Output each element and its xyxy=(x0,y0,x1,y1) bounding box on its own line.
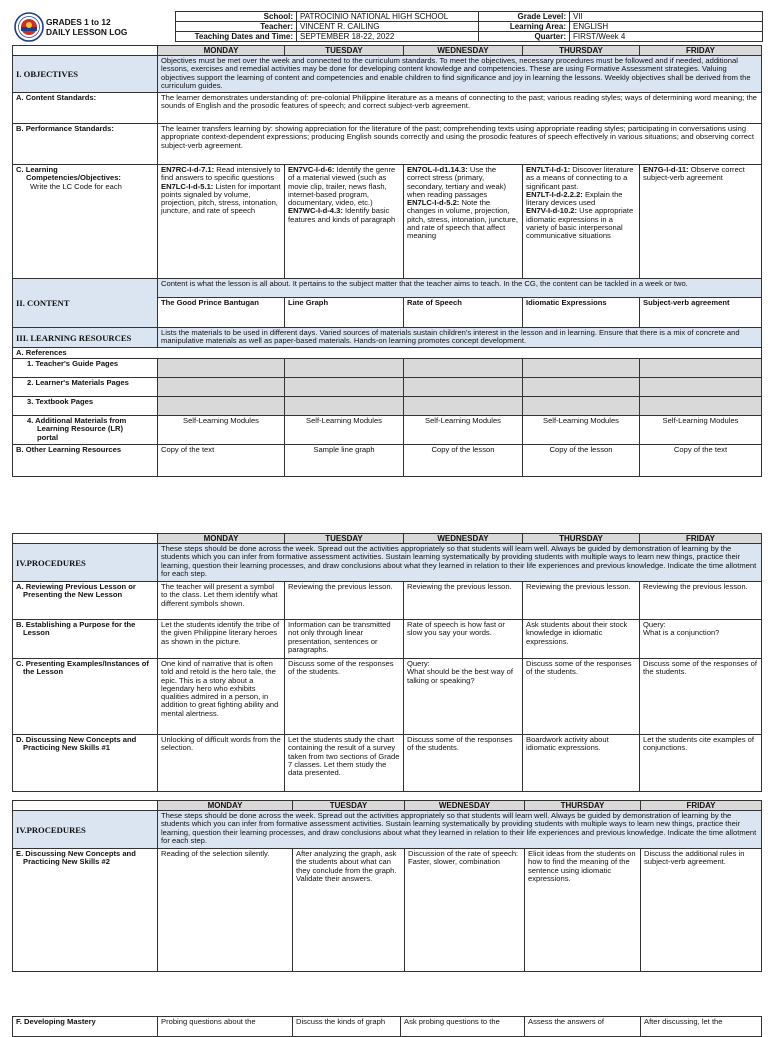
procedures-note: These steps should be done across the week. Spread out the activities appropriately so that students will learn well. Always be guided by demonstration of learning by the students which you can infer from formative assessment activities. Sustain learning systematically by providing students with multiple ways to learn new things, practice their learning, question their learning processes, and draw conclusions about what they learned in relation to their life experiences and previous knowledge. Indicate the time allotment for each step. xyxy=(158,544,762,582)
area-value: ENGLISH xyxy=(570,22,763,32)
tb-cell-monday xyxy=(158,397,285,416)
procedure-b-thursday: Ask students about their stock knowledge in idiomatic expressions. xyxy=(523,620,640,659)
procedures-table-2 xyxy=(12,800,762,972)
procedures-title: IV.PROCEDURES xyxy=(13,544,158,582)
day-header-monday: MONDAY xyxy=(158,534,285,544)
lc-text: Use the correct stress (primary, secondary, tertiary and weak) when reading passages xyxy=(407,165,507,199)
lc-code: EN7LC-I-d-5.2: xyxy=(407,198,460,208)
lm-cell-tuesday xyxy=(285,378,404,397)
competencies-tuesday xyxy=(285,165,404,279)
procedure-f-thursday: Assess the answers of xyxy=(525,1017,641,1037)
additional-materials-line1: 4. Additional Materials from xyxy=(27,416,127,425)
day-header-thursday: THURSDAY xyxy=(523,534,640,544)
quarter-value: FIRST/Week 4 xyxy=(570,32,763,42)
day-header-tuesday: TUESDAY xyxy=(285,46,404,56)
day-header-friday: FRIDAY xyxy=(641,801,762,811)
procedures-note: These steps should be done across the week. Spread out the activities appropriately so that students will learn well. Always be guided by demonstration of learning by the students which you can infer from formative assessment activities. Sustain learning systematically by providing students with multiple ways to learn new things, practice their learning, question their learning processes, and draw conclusions about what they learned in relation to their life experiences and previous knowledge. Indicate the time allotment for each step. xyxy=(158,811,762,849)
lc-code: EN7VC-I-d-6: xyxy=(288,165,335,174)
procedure-d-thursday: Boardwork activity about idiomatic expressions. xyxy=(523,735,640,792)
lc-code: EN7V-I-d-10.2: xyxy=(526,206,578,216)
tg-cell-monday xyxy=(158,359,285,378)
lc-text: Listen for important points signaled by volume, projection, pitch, stress, intonation, juncture, and rate of speech xyxy=(161,181,281,216)
learners-materials-label: 2. Learner's Materials Pages xyxy=(13,378,158,397)
tb-cell-friday xyxy=(640,397,762,416)
procedure-a-wednesday: Reviewing the previous lesson. xyxy=(404,582,523,620)
procedure-d-wednesday: Discuss some of the responses of the students. xyxy=(404,735,523,792)
competencies-thursday xyxy=(523,165,640,279)
competencies-label-line2: Write the LC Code for each xyxy=(30,181,122,191)
deped-seal-logo xyxy=(14,12,44,42)
grade-value: VII xyxy=(570,12,763,22)
competencies-monday xyxy=(158,165,285,279)
procedure-c-wednesday: Query: What should be the best way of talking or speaking? xyxy=(404,659,523,735)
tg-cell-thursday xyxy=(523,359,640,378)
objectives-title: I. OBJECTIVES xyxy=(13,56,158,93)
other-resources-wednesday: Copy of the lesson xyxy=(404,445,523,477)
procedure-d-tuesday: Let the students study the chart containing the result of a survey taken from two sections of Grade 7 classes. Let them study the data presented. xyxy=(285,735,404,792)
lc-text: Identify the genre of a material viewed (such as movie clip, trailer, news flash, internet-based program, documentary, video, etc.) xyxy=(288,165,396,208)
tg-cell-friday xyxy=(640,359,762,378)
procedure-f-tuesday: Discuss the kinds of graph xyxy=(293,1017,401,1037)
lc-text: Note the changes in volume, projection, pitch, stress, intonation, juncture, and rate of speech that affect meaning xyxy=(407,198,519,241)
tb-cell-tuesday xyxy=(285,397,404,416)
lc-text: Use appropriate idiomatic expressions in a variety of basic interpersonal communicative situations xyxy=(526,206,634,241)
lc-text: Read intensively to find answers to specific questions xyxy=(161,165,281,183)
procedure-f-friday: After discussing, let the xyxy=(641,1017,762,1037)
quarter-label: Quarter: xyxy=(479,32,570,42)
procedure-e-friday: Discuss the additional rules in subject-verb agreement. xyxy=(641,849,762,972)
additional-materials-line2: Learning Resource (LR) xyxy=(37,424,124,434)
procedure-c-monday: One kind of narrative that is often told and retold is the hero tale, the epic. This is a story about a legendary hero who exhibits qualities admired in a person, in addition to great fighting ability and mental alertness. xyxy=(158,659,285,735)
lc-code: EN7WC-I-d-4.3: xyxy=(288,206,343,216)
other-resources-monday: Copy of the text xyxy=(158,445,285,477)
procedure-d-label: D. Discussing New Concepts and Practicing New Skills #1 xyxy=(13,735,158,792)
form-title-line2: DAILY LESSON LOG xyxy=(46,27,128,37)
procedure-e-tuesday: After analyzing the graph, ask the students about what can they conclude from the graph. Validate their answers. xyxy=(293,849,405,972)
other-resources-thursday: Copy of the lesson xyxy=(523,445,640,477)
content-topic-monday: The Good Prince Bantugan xyxy=(158,298,285,328)
school-value: PATROCINIO NATIONAL HIGH SCHOOL xyxy=(297,12,479,22)
procedure-c-friday: Discuss some of the responses of the students. xyxy=(640,659,762,735)
procedures-table-3 xyxy=(12,1016,762,1037)
competencies-label-line1: C. Learning Competencies/Objectives: xyxy=(16,165,121,183)
day-header-friday: FRIDAY xyxy=(640,534,762,544)
procedures-table-1 xyxy=(12,533,762,792)
content-note: Content is what the lesson is all about. It pertains to the subject matter that the teacher aims to teach. In the CG, the content can be tackled in a week or two. xyxy=(158,279,762,298)
day-header-tuesday: TUESDAY xyxy=(285,534,404,544)
dates-value: SEPTEMBER 18-22, 2022 xyxy=(297,32,479,42)
procedure-c-thursday: Discuss some of the responses of the students. xyxy=(523,659,640,735)
lc-code: EN7G-I-d-11: xyxy=(643,165,689,174)
lm-cell-monday xyxy=(158,378,285,397)
procedure-e-monday: Reading of the selection silently. xyxy=(158,849,293,972)
content-title: II. CONTENT xyxy=(13,279,158,328)
additional-materials-tuesday: Self-Learning Modules xyxy=(285,416,404,445)
area-label: Learning Area: xyxy=(479,22,570,32)
performance-standards-label: B. Performance Standards: xyxy=(13,124,158,165)
procedure-d-friday: Let the students cite examples of conjunctions. xyxy=(640,735,762,792)
procedure-f-monday: Probing questions about the xyxy=(158,1017,293,1037)
teachers-guide-label: 1. Teacher's Guide Pages xyxy=(13,359,158,378)
procedure-b-label: B. Establishing a Purpose for the Lesson xyxy=(13,620,158,659)
day-header-wednesday: WEDNESDAY xyxy=(404,534,523,544)
procedure-f-label: F. Developing Mastery xyxy=(13,1017,158,1037)
header-info-table xyxy=(175,11,763,42)
form-title-line1: GRADES 1 to 12 xyxy=(46,17,111,27)
procedure-c-label: C. Presenting Examples/Instances of the Lesson xyxy=(13,659,158,735)
additional-materials-friday: Self-Learning Modules xyxy=(640,416,762,445)
additional-materials-line3: portal xyxy=(37,432,59,442)
content-topic-tuesday: Line Graph xyxy=(285,298,404,328)
resources-note: Lists the materials to be used in different days. Varied sources of materials sustain children's interest in the lesson and in learning. Ensure that there is a mix of concrete and manipulative materials as well as paper-based materials. Hands-on learning promotes concept development. xyxy=(158,328,762,348)
procedure-b-monday: Let the students identify the tribe of the given Philippine literary heroes as shown in the picture. xyxy=(158,620,285,659)
day-header-blank xyxy=(13,534,158,544)
references-label: A. References xyxy=(13,348,762,359)
procedure-a-monday: The teacher will present a symbol to the class. Let them identify what different symbols shown. xyxy=(158,582,285,620)
procedure-a-tuesday: Reviewing the previous lesson. xyxy=(285,582,404,620)
competencies-friday xyxy=(640,165,762,279)
procedures-title: IV.PROCEDURES xyxy=(13,811,158,849)
content-standards-text: The learner demonstrates understanding of: pre-colonial Philippine literature as a means of connecting to the past; various reading styles; ways of determining word meaning; the sounds of English and the prosodic features of speech; and correct subject-verb agreement. xyxy=(158,93,762,124)
lc-code: EN7LT-I-d-1: xyxy=(526,165,571,174)
resources-title: III. LEARNING RESOURCES xyxy=(13,328,158,348)
day-header-wednesday: WEDNESDAY xyxy=(404,46,523,56)
lc-text: Identify basic features and kinds of paragraph xyxy=(288,206,396,224)
day-header-wednesday: WEDNESDAY xyxy=(405,801,525,811)
lc-code: EN7RC-I-d-7.1: xyxy=(161,165,215,174)
day-header-blank xyxy=(13,801,158,811)
other-resources-tuesday: Sample line graph xyxy=(285,445,404,477)
lc-code: EN7LT-I-d-2.2.2: xyxy=(526,189,583,199)
grade-label: Grade Level: xyxy=(479,12,570,22)
procedure-e-thursday: Elicit ideas from the students on how to find the meaning of the sentence using idiomatic expressions. xyxy=(525,849,641,972)
competencies-wednesday xyxy=(404,165,523,279)
day-header-blank xyxy=(13,46,158,56)
tg-cell-wednesday xyxy=(404,359,523,378)
content-topic-friday: Subject-verb agreement xyxy=(640,298,762,328)
lm-cell-friday xyxy=(640,378,762,397)
additional-materials-thursday: Self-Learning Modules xyxy=(523,416,640,445)
procedure-d-monday: Unlocking of difficult words from the selection. xyxy=(158,735,285,792)
lc-text: Explain the literary devices used xyxy=(526,189,623,208)
procedure-b-wednesday: Rate of speech is how fast or slow you say your words. xyxy=(404,620,523,659)
procedure-b-friday: Query: What is a conjunction? xyxy=(640,620,762,659)
tb-cell-thursday xyxy=(523,397,640,416)
day-header-friday: FRIDAY xyxy=(640,46,762,56)
day-header-tuesday: TUESDAY xyxy=(293,801,405,811)
content-topic-wednesday: Rate of Speech xyxy=(404,298,523,328)
textbook-pages-label: 3. Textbook Pages xyxy=(13,397,158,416)
procedure-a-thursday: Reviewing the previous lesson. xyxy=(523,582,640,620)
objectives-note: Objectives must be met over the week and connected to the curriculum standards. To meet the objectives, necessary procedures must be followed and if needed, additional lessons, exercises and remedial activities may be done for developing content knowledge and competencies. These are using Formative Assessment strategies. Valuing objectives support the learning of content and competencies and enable children to find significance and joy in learning the lessons. Weekly objectives shall be derived from the curriculum guides. xyxy=(158,56,762,93)
lc-code: EN7OL-I-d1.14.3: xyxy=(407,165,468,174)
lc-code: EN7LC-I-d-5.1: xyxy=(161,181,214,191)
procedure-e-label: E. Discussing New Concepts and Practicing New Skills #2 xyxy=(13,849,158,972)
day-header-thursday: THURSDAY xyxy=(523,46,640,56)
additional-materials-wednesday: Self-Learning Modules xyxy=(404,416,523,445)
lc-text: Observe correct subject-verb agreement xyxy=(643,165,745,183)
lc-text: Discover literature as a means of connecting to a significant past. xyxy=(526,165,634,191)
other-resources-label: B. Other Learning Resources xyxy=(13,445,158,477)
teacher-label: Teacher: xyxy=(176,22,297,32)
additional-materials-label xyxy=(13,416,158,445)
procedure-a-label: A. Reviewing Previous Lesson or Presenting the New Lesson xyxy=(13,582,158,620)
lm-cell-thursday xyxy=(523,378,640,397)
procedure-c-tuesday: Discuss some of the responses of the students. xyxy=(285,659,404,735)
tg-cell-tuesday xyxy=(285,359,404,378)
procedure-a-friday: Reviewing the previous lesson. xyxy=(640,582,762,620)
performance-standards-text: The learner transfers learning by: showing appreciation for the literature of the past; comprehending texts using appropriate reading styles; participating in conversations using appropriate context-dependent expressions; producing English sounds correctly and using the prosodic features of speech effectively in various situations; and observing correct subject-verb agreement. xyxy=(158,124,762,165)
day-header-monday: MONDAY xyxy=(158,801,293,811)
form-title xyxy=(46,17,127,37)
competencies-label xyxy=(13,165,158,279)
content-standards-label: A. Content Standards: xyxy=(13,93,158,124)
day-header-thursday: THURSDAY xyxy=(525,801,641,811)
tb-cell-wednesday xyxy=(404,397,523,416)
lm-cell-wednesday xyxy=(404,378,523,397)
lesson-log-table-1 xyxy=(12,45,762,477)
additional-materials-monday: Self-Learning Modules xyxy=(158,416,285,445)
procedure-b-tuesday: Information can be transmitted not only through linear presentation, sentences or paragraphs. xyxy=(285,620,404,659)
dates-label: Teaching Dates and Time: xyxy=(176,32,297,42)
school-label: School: xyxy=(176,12,297,22)
teacher-value: VINCENT R. CAILING xyxy=(297,22,479,32)
procedure-f-wednesday: Ask probing questions to the xyxy=(401,1017,525,1037)
content-topic-thursday: Idiomatic Expressions xyxy=(523,298,640,328)
other-resources-friday: Copy of the text xyxy=(640,445,762,477)
day-header-monday: MONDAY xyxy=(158,46,285,56)
procedure-e-wednesday: Discussion of the rate of speech: Faster, slower, combination xyxy=(405,849,525,972)
